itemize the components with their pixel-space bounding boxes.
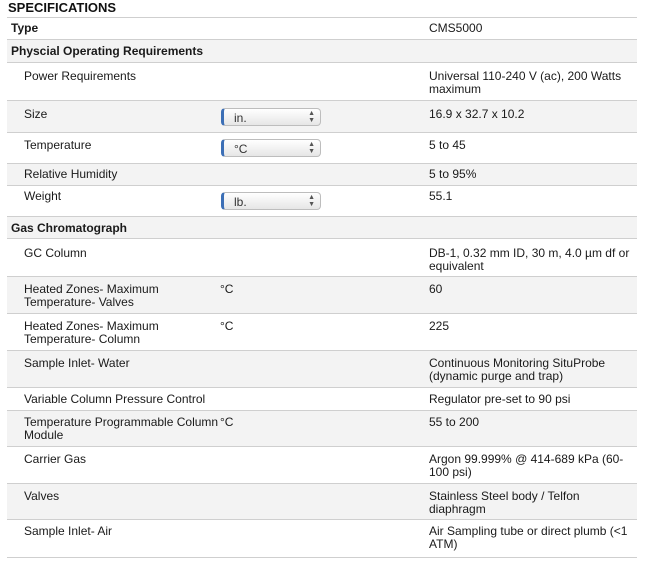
row-value: 5 to 45 [429, 138, 466, 152]
row-label: Carrier Gas [24, 452, 87, 466]
row-label: Power Requirements [24, 69, 137, 83]
table-row-type [7, 18, 637, 40]
row-label: Weight [24, 189, 62, 203]
row-label: Heated Zones- Maximum Temperature- Valves [24, 282, 159, 309]
row-value: 55.1 [429, 189, 453, 203]
section-title: Gas Chromatograph [11, 221, 128, 235]
row-value: Argon 99.999% @ 414-689 kPa (60-100 psi) [429, 452, 624, 479]
table-row-humidity [7, 164, 637, 186]
row-value: 225 [429, 319, 450, 333]
row-value: Regulator pre-set to 90 psi [429, 392, 571, 406]
table-row-pressure [7, 388, 637, 411]
page-title: SPECIFICATIONS [8, 0, 117, 15]
table-row-carrier [7, 447, 637, 484]
row-value: CMS5000 [429, 21, 483, 35]
section-header-physical [7, 40, 637, 63]
table-row-power [7, 63, 637, 101]
row-label: Sample Inlet- Water [24, 356, 130, 370]
select-value: lb. [234, 195, 247, 209]
row-label: GC Column [24, 246, 87, 260]
table-row-heated-column [7, 314, 637, 351]
select-value: in. [234, 111, 247, 125]
temperature-unit-select[interactable] [221, 139, 321, 157]
table-row-heated-valves [7, 277, 637, 314]
row-value: Air Sampling tube or direct plumb (<1 ATM) [429, 524, 628, 551]
table-row-valves [7, 484, 637, 520]
table-row-size [7, 101, 637, 133]
specifications-table [7, 17, 637, 558]
row-label: Relative Humidity [24, 167, 118, 181]
row-value: 60 [429, 282, 443, 296]
row-label: Sample Inlet- Air [24, 524, 113, 538]
select-arrows-icon: ▲ ▼ [308, 141, 315, 155]
section-title: Physcial Operating Requirements [11, 44, 204, 58]
select-arrows-icon: ▲ ▼ [308, 110, 315, 124]
row-label: Type [11, 21, 39, 35]
row-value: 16.9 x 32.7 x 10.2 [429, 107, 525, 121]
row-label: Variable Column Pressure Control [24, 392, 206, 406]
row-label: Size [24, 107, 48, 121]
row-label: Heated Zones- Maximum Temperature- Column [24, 319, 159, 346]
row-value: 5 to 95% [429, 167, 477, 181]
row-value: 55 to 200 [429, 415, 480, 429]
row-value: Universal 110-240 V (ac), 200 Watts maximum [429, 69, 622, 96]
row-unit: °C [220, 415, 234, 429]
select-arrows-icon: ▲ ▼ [308, 194, 315, 208]
section-header-gc [7, 217, 637, 239]
table-row-weight [7, 186, 637, 217]
select-value: °C [234, 142, 248, 156]
row-label: Temperature Programmable Column Module [24, 415, 219, 442]
row-value: Stainless Steel body / Telfon diaphragm [429, 489, 580, 516]
row-label: Temperature [24, 138, 92, 152]
row-label: Valves [24, 489, 60, 503]
table-row-inlet-water [7, 351, 637, 388]
row-value: Continuous Monitoring SituProbe (dynamic purge and trap) [429, 356, 606, 383]
table-row-temperature [7, 133, 637, 164]
row-unit: °C [220, 319, 234, 333]
table-row-tp-module [7, 411, 637, 447]
table-row-inlet-air [7, 520, 637, 558]
row-value: DB-1, 0.32 mm ID, 30 m, 4.0 µm df or equivalent [429, 246, 630, 273]
size-unit-select[interactable] [221, 108, 321, 126]
table-row-gc-column [7, 239, 637, 277]
row-unit: °C [220, 282, 234, 296]
weight-unit-select[interactable] [221, 192, 321, 210]
